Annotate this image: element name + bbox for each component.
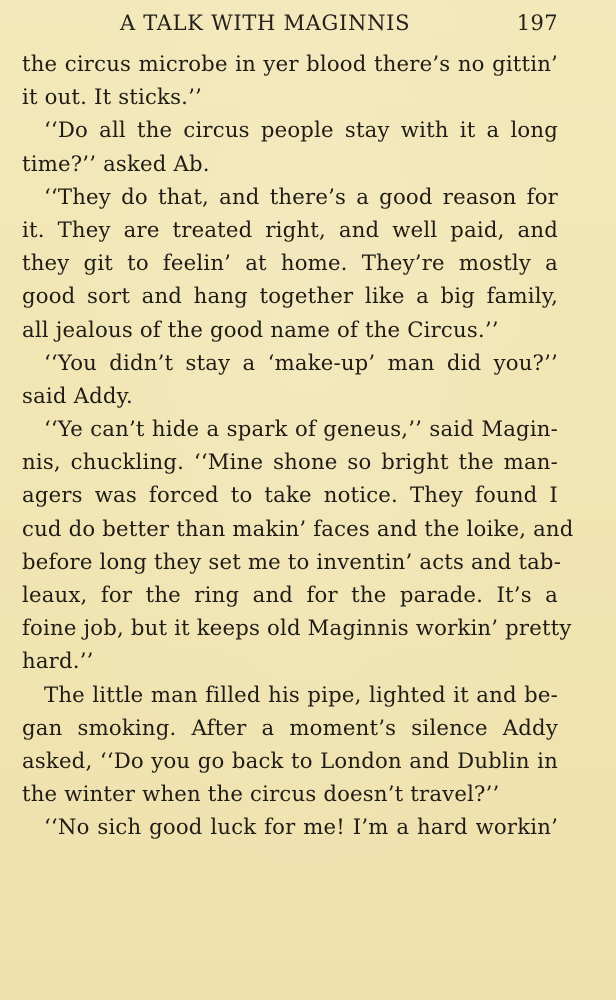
- text-line-22: asked, ‘‘Do you go back to London and Dublin in: [22, 747, 558, 773]
- text-line-20: The little man filled his pipe, lighted it and be-: [44, 681, 558, 707]
- text-line-9: all jealous of the good name of the Circus.’’: [22, 316, 499, 342]
- body-text: [22, 47, 574, 844]
- text-line-11: said Addy.: [22, 382, 133, 408]
- text-line-14: agers was forced to take notice. They found I: [22, 482, 558, 508]
- text-line-17: leaux, for the ring and for the parade. It’s a: [22, 582, 558, 607]
- text-line-8: good sort and hang together like a big family,: [22, 283, 558, 309]
- text-line-24: ‘‘No sich good luck for me! I’m a hard workin’: [44, 814, 558, 840]
- running-title: A TALK WITH MAGINNIS: [120, 11, 411, 35]
- text-line-4: time?’’ asked Ab.: [22, 150, 210, 176]
- page-number: 197: [516, 11, 558, 35]
- text-line-12: ‘‘Ye can’t hide a spark of geneus,’’ said Magin-: [44, 416, 558, 442]
- text-line-3: ‘‘Do all the circus people stay with it a long: [44, 117, 558, 143]
- text-line-18: foine job, but it keeps old Maginnis workin’ pretty: [22, 615, 572, 641]
- text-line-5: ‘‘They do that, and there’s a good reason for: [44, 183, 558, 209]
- text-line-7: they git to feelin’ at home. They’re mostly a: [22, 250, 558, 276]
- text-line-10: ‘‘You didn’t stay a ‘make-up’ man did you?’’: [44, 349, 558, 375]
- text-line-16: before long they set me to inventin’ acts and tab-: [22, 548, 562, 574]
- text-line-13: nis, chuckling. ‘‘Mine shone so bright the man-: [22, 449, 558, 475]
- text-line-2: it out. It sticks.’’: [22, 84, 202, 110]
- text-line-6: it. They are treated right, and well paid, and: [22, 216, 558, 242]
- text-line-23: the winter when the circus doesn’t travel?’’: [22, 781, 500, 807]
- text-line-1: the circus microbe in yer blood there’s no gittin’: [22, 51, 558, 76]
- text-line-21: gan smoking. After a moment’s silence Addy: [22, 714, 558, 740]
- text-line-15: cud do better than makin’ faces and the loike, and: [22, 515, 574, 541]
- text-line-19: hard.’’: [22, 648, 94, 674]
- running-header: [22, 11, 558, 47]
